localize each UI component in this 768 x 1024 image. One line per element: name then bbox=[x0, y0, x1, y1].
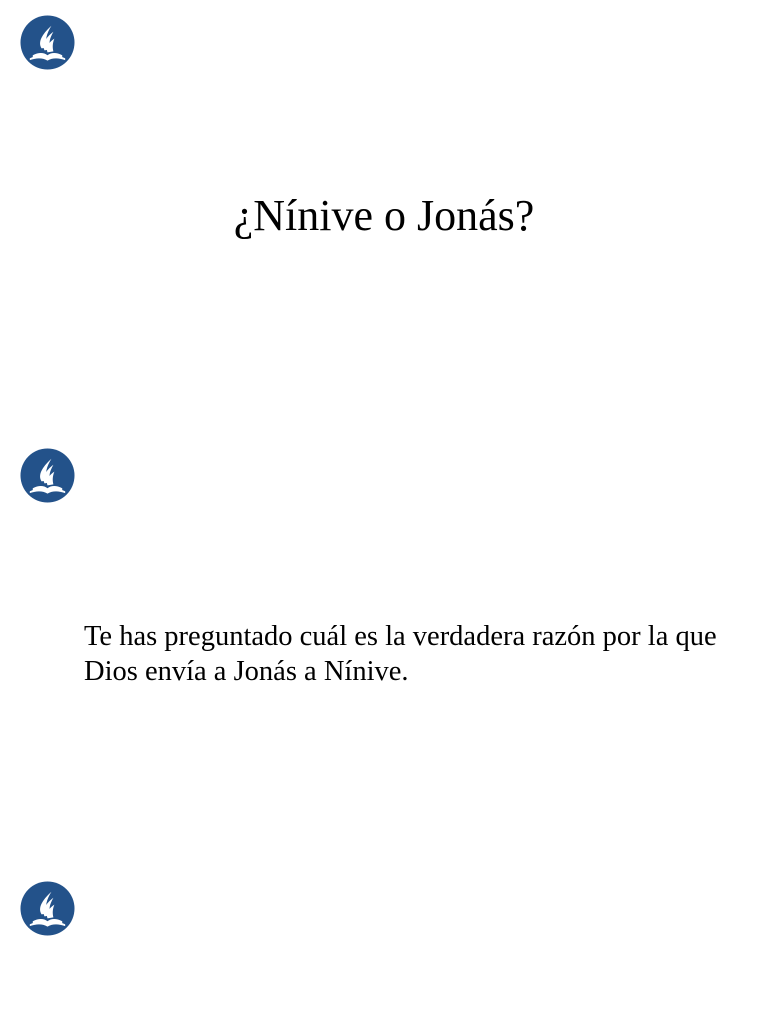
slide-body-text: Te has preguntado cuál es la verdadera razón por la que Dios envía a Jonás a Nínive. bbox=[84, 621, 717, 687]
slide-2 bbox=[0, 433, 768, 866]
slide-1 bbox=[0, 0, 768, 433]
adventist-logo-icon bbox=[20, 448, 75, 503]
slide-title: ¿Nínive o Jonás? bbox=[233, 191, 535, 240]
adventist-logo-icon bbox=[20, 881, 75, 936]
slide-3 bbox=[0, 866, 768, 1024]
adventist-logo-icon bbox=[20, 15, 75, 70]
